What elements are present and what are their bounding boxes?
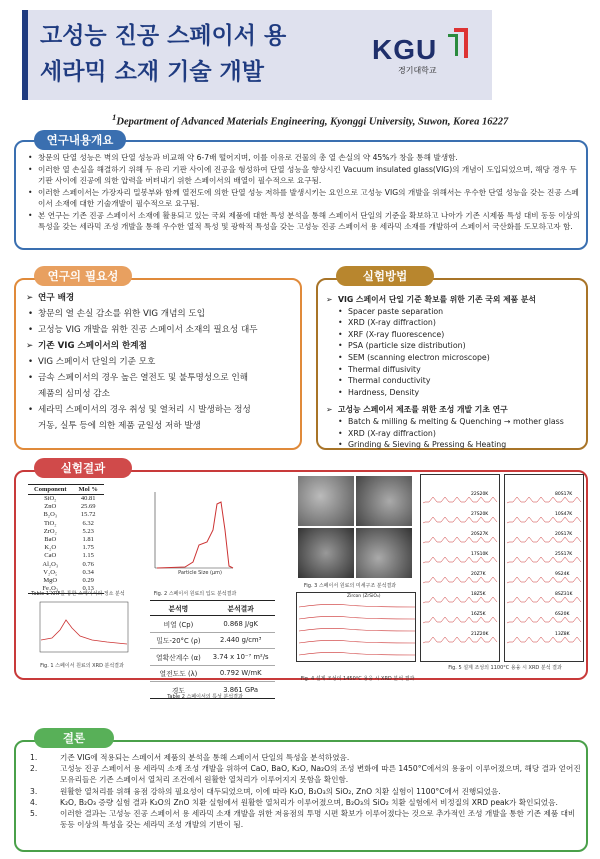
overview-item: • 이러한 열 손실을 해결하기 위해 두 유리 기판 사이에 진공을 형성하여 단열 성능을 향상시킨 Vacuum insulated glass(VIG)의 개념이 도입되었으며, 해당 경우 두 기판 사이에 진공에 의한 압력을 버텨내기 위한 스페이서의 배열이 필수적으로 요구됨. <box>26 164 581 187</box>
psa-xlabel: Particle Size (μm) <box>178 570 222 576</box>
fig4-xrd-chart <box>296 592 416 662</box>
table1-caption: Table 1 XRF를 통한 스페이서의 정소 분석 <box>31 591 125 597</box>
fig4-caption: Fig. 4 설계 조성의 1450°C 용융 시 XRD 분석 결과 <box>300 676 415 682</box>
fig1-xrd-chart <box>32 600 130 660</box>
comp-cell: TiO₂ <box>44 519 57 527</box>
prop-header: 분석명 <box>150 601 207 616</box>
fig4-curve-3c <box>299 628 415 631</box>
sem-image-4 <box>356 528 412 578</box>
fig5-curve <box>423 597 497 603</box>
fig4-curve-1c <box>299 652 415 655</box>
comp-body <box>28 495 104 594</box>
comp-cell: Fe₂O₃ <box>28 585 73 594</box>
comp-row <box>28 536 104 544</box>
comp-cell: 1.75 <box>82 544 94 552</box>
fig5-curve-label: 9S24K <box>555 572 570 577</box>
overview-list <box>26 152 581 233</box>
comp-row <box>28 544 104 552</box>
fig2-psa-chart <box>145 490 235 578</box>
method-content <box>326 292 584 451</box>
fig5-left-chart <box>420 474 500 662</box>
fig1-caption: Fig. 1 스페이서 원료의 XRD 분석결과 <box>40 663 124 669</box>
necessity-bullet: • 세라믹 스페이서의 경우 취성 및 열처리 시 발생하는 정성 <box>26 402 298 418</box>
conclusion-item <box>20 797 582 808</box>
fig4-curve-4c <box>299 616 415 619</box>
title-line-1: 고성능 진공 스페이서 용 <box>40 23 287 49</box>
necessity-bullet-cont: 거동, 실투 등에 의한 제품 균일성 저하 발생 <box>38 421 201 431</box>
fig5-curve-label: 13Z8K <box>555 632 570 637</box>
comp-cell: 25.69 <box>80 503 96 511</box>
fig5-caption: Fig. 5 설계 조성의 1100°C 용융 시 XRD 분석 결과 <box>448 665 562 671</box>
fig5-curve-label: 80S17K <box>555 492 573 497</box>
comp-cell: ZnO <box>44 503 57 511</box>
comp-cell: 0.29 <box>82 577 94 585</box>
composition-table <box>28 484 104 594</box>
logo-text: KGU <box>372 34 438 65</box>
comp-row <box>28 528 104 536</box>
psa-curve <box>157 502 233 568</box>
necessity-bullet: • VIG 스페이서 단일의 기준 모호 <box>26 354 298 370</box>
fig5-curve <box>507 597 581 603</box>
prop-cell: 0.792 W/mK <box>207 665 275 682</box>
fig5-curve <box>423 537 497 543</box>
poster-title <box>40 18 286 90</box>
comp-header: Mol % <box>73 485 104 495</box>
method-item: • Thermal conductivity <box>326 375 584 387</box>
conclusion-number: 4. <box>30 797 38 807</box>
affiliation <box>112 112 508 128</box>
fig5-curve-label: 27S20K <box>471 512 489 517</box>
fig5-left-svg <box>421 475 499 661</box>
conclusion-text: K₂O, B₂O₃ 증량 실험 결과 K₂O의 ZnO 치환 실험에서 원활한 열처리가 이루어졌으며, B₂O₃의 SiO₂ 치환 실험에서 비정질의 XRD peak가 확인되었음. <box>60 797 558 807</box>
fig4-curves <box>299 604 415 655</box>
fig1-frame <box>40 602 128 652</box>
comp-row <box>28 520 104 528</box>
fig5-curve <box>507 497 581 503</box>
fig5-curve-label: 8SZ31K <box>555 592 573 597</box>
fig5-curve <box>507 617 581 623</box>
fig4-curve-5c <box>299 604 415 607</box>
method-item: • Spacer paste separation <box>326 306 584 318</box>
conclusion-text: 이러한 결과는 고성능 진공 스페이서 용 세라믹 소재 개발을 위한 저융점의 투명 시편 확보가 이루어졌다는 것으로 추가적인 조성 개발을 통한 기존 제품 대비 동등 이상의 특성을 갖는 세라믹 조성 개발의 기반이 됨. <box>60 809 576 830</box>
logo-red-mark <box>454 28 468 58</box>
method-item: • Hardness, Density <box>326 387 584 399</box>
comp-row <box>28 511 104 519</box>
comp-cell: 5.23 <box>82 527 94 535</box>
fig5-curve <box>423 497 497 503</box>
fig3-caption: Fig. 3 스페이서 원료의 미세구조 분석결과 <box>303 583 397 589</box>
fig5-curve-label: 6S20K <box>555 612 570 617</box>
fig5-curve <box>423 577 497 583</box>
comp-cell: 6.32 <box>82 519 94 527</box>
comp-cell: Al₂O₃ <box>42 560 59 568</box>
prop-cell: 3.74 x 10⁻⁷ m²/s <box>207 649 275 666</box>
conclusion-item <box>20 808 582 830</box>
fig5-right-svg <box>505 475 583 661</box>
comp-row <box>28 495 104 504</box>
fig4-legend: Zircon (ZrSiO₄) <box>347 594 381 599</box>
comp-cell: 1.81 <box>82 536 94 544</box>
affiliation-sup: 1 <box>112 112 117 122</box>
necessity-label: 연구의 필요성 <box>34 266 132 286</box>
sem-image-3 <box>298 528 354 578</box>
conclusion-list <box>20 752 582 830</box>
method-label: 실험방법 <box>336 266 434 286</box>
psa-svg <box>145 490 235 578</box>
fig5-curve-label: 17S10K <box>471 552 489 557</box>
comp-row <box>28 552 104 560</box>
conclusion-number: 5. <box>30 809 38 819</box>
fig5-curve <box>423 637 497 643</box>
comp-cell: 1.15 <box>82 552 94 560</box>
overview-item: • 이러한 스페이서는 가장자리 밀봉부와 함께 열전도에 의한 단열 성능 저하를 발생시키는 요인으로 고성능 VIG의 개발을 위해서는 우수한 단열 성능을 갖는 진공 스페이서 소재에 대한 기술개발이 필수적으로 요구됨. <box>26 187 581 210</box>
comp-cell: 40.81 <box>80 495 96 502</box>
logo-subtext: 경기대학교 <box>398 66 437 75</box>
prop-cell: 열전도도 (λ) <box>150 665 207 682</box>
comp-row <box>28 577 104 585</box>
method-item: • Thermal diffusivity <box>326 364 584 376</box>
conclusion-number: 2. <box>30 764 38 774</box>
fig5-curve-label: 16Z5K <box>471 612 486 617</box>
fig5-curve-label: 22S20K <box>471 492 489 497</box>
prop-row <box>150 665 275 682</box>
conclusion-item <box>20 752 582 763</box>
conclusion-label: 결론 <box>34 728 114 748</box>
fig5-right-chart <box>504 474 584 662</box>
method-item: • Batch & milling & melting & Quenching → mother glass <box>326 416 584 428</box>
sem-image-1 <box>298 476 354 526</box>
comp-cell: B₂O₃ <box>43 511 58 519</box>
comp-cell: ZrO₂ <box>43 527 57 535</box>
comp-cell: 0.13 <box>73 585 104 594</box>
conclusion-number: 1. <box>30 753 38 762</box>
fig5-curve <box>507 637 581 643</box>
title-line-2: 세라믹 소재 기술 개발 <box>40 59 264 85</box>
fig4-curve-2c <box>299 640 415 643</box>
necessity-heading: ➢ 연구 배경 <box>26 290 298 306</box>
prop-body <box>150 616 275 699</box>
method-heading: ➢ 고성능 스페이서 제조를 위한 조성 개발 기초 연구 <box>326 404 584 416</box>
sem-image-2 <box>356 476 412 526</box>
property-table <box>150 600 275 699</box>
comp-cell: K₂O <box>44 544 57 552</box>
fig5-curve <box>423 617 497 623</box>
method-item: • XRD (X-ray diffraction) <box>326 317 584 329</box>
prop-cell: 비열 (Cp) <box>150 616 207 633</box>
conclusion-text: 기존 VIG에 적용되는 스페이서 제품의 분석을 통해 스페이서 단일의 특성을 분석하였음. <box>60 753 350 762</box>
comp-cell: BaO <box>44 536 57 544</box>
method-item: • XRF (X-ray fluorescence) <box>326 329 584 341</box>
comp-cell: MgO <box>43 577 58 585</box>
prop-row <box>150 649 275 666</box>
comp-row <box>28 503 104 511</box>
fig5-curve-label: 18Z5K <box>471 592 486 597</box>
conclusion-number: 3. <box>30 786 38 796</box>
overview-label: 연구내용개요 <box>34 130 126 150</box>
necessity-content <box>26 290 298 434</box>
fig5-curve <box>507 517 581 523</box>
prop-header: 분석결과 <box>207 601 275 616</box>
fig2-caption: Fig. 2 스페이서 원료의 입도 분석결과 <box>153 591 237 597</box>
necessity-bullet: • 창문의 열 손실 감소를 위한 VIG 개념의 도입 <box>26 306 298 322</box>
prop-row <box>150 632 275 649</box>
method-item: • XRD (X-ray diffraction) <box>326 428 584 440</box>
fig5-curve-label: 21Z20K <box>471 632 489 637</box>
comp-cell: SiO₂ <box>44 495 57 502</box>
fig5-curve <box>507 557 581 563</box>
prop-cell: 0.868 J/gK <box>207 616 275 633</box>
fig5-curve-label: 20S17K <box>555 532 573 537</box>
necessity-bullet: • 고성능 VIG 개발을 위한 진공 스페이서 소재의 필요성 대두 <box>26 322 298 338</box>
prop-row <box>150 616 275 633</box>
fig5-curve-label: 20S27K <box>471 532 489 537</box>
comp-cell: V₂O₅ <box>43 568 58 576</box>
comp-cell: 15.72 <box>80 511 96 519</box>
comp-cell: CaO <box>44 552 57 560</box>
method-item: • Grinding & Sieving & Pressing & Heating <box>326 439 584 451</box>
conclusion-item <box>20 786 582 797</box>
comp-cell: 0.34 <box>82 568 94 576</box>
prop-cell: 3.861 GPa <box>207 682 275 699</box>
necessity-bullet: • 금속 스페이서의 경우 높은 열전도 및 불투명성으로 인해 <box>26 370 298 386</box>
conclusion-item <box>20 763 582 785</box>
prop-cell: 열확산계수 (α) <box>150 649 207 666</box>
affiliation-text: Department of Advanced Materials Engineering, Kyonggi University, Suwon, Korea 16227 <box>116 116 509 128</box>
comp-cell: 0.76 <box>82 560 94 568</box>
prop-cell: 밀도-20°C (ρ) <box>150 632 207 649</box>
fig1-svg <box>32 600 130 660</box>
overview-item: • 창문의 단열 성능은 벽의 단열 성능과 비교해 약 6-7배 떨어지며, 이를 이유로 건물의 총 열 손실의 약 45%가 창을 통해 발생함. <box>26 152 581 164</box>
fig5-curve <box>423 557 497 563</box>
necessity-heading: ➢ 기존 VIG 스페이서의 한계점 <box>26 338 298 354</box>
results-label: 실험결과 <box>34 458 132 478</box>
conclusion-text: 고성능 진공 스페이서 용 세라믹 소재 조성 개발을 위하여 CaO, BaO, K₂O, Na₂O의 조성 변화에 따른 1450°C에서의 용융이 이루어졌으며, 해당 결과 얻어진 모유리들은 기존 스페이서 열처리 조건에서 원활한 열처리가 이루어지지 못함을 확인함. <box>60 764 581 785</box>
comp-row <box>28 561 104 569</box>
fig5-curve <box>423 517 497 523</box>
fig4-svg <box>297 593 415 661</box>
prop-cell: 2.440 g/cm³ <box>207 632 275 649</box>
table2-caption: Table 2 스페이서의 특성 분석결과 <box>167 694 243 700</box>
method-heading: ➢ VIG 스페이서 단일 기준 확보를 위한 기존 국외 제품 분석 <box>326 294 584 306</box>
fig5-curve-label: 25S17K <box>555 552 573 557</box>
fig5-curve-label: 10S47K <box>555 512 573 517</box>
fig1-curve <box>41 620 127 644</box>
method-item: • SEM (scanning electron microscope) <box>326 352 584 364</box>
fig5-curve <box>507 537 581 543</box>
fig5-curve-label: 20Z7K <box>471 572 486 577</box>
necessity-bullet-cont: 제품의 심미성 감소 <box>38 389 110 399</box>
comp-row <box>28 569 104 577</box>
comp-header: Component <box>28 485 73 495</box>
prop-cell: 경도 <box>150 682 207 699</box>
conclusion-text: 원활한 열처리를 위해 융점 강하의 필요성이 대두되었으며, 이에 따라 K₂O, B₂O₃의 SiO₂, ZnO 치환 실험이 1100°C에서 진행되었음. <box>60 786 501 796</box>
fig5-curve <box>507 577 581 583</box>
method-item: • PSA (particle size distribution) <box>326 340 584 352</box>
kgu-logo <box>372 34 472 78</box>
overview-item: • 본 연구는 기존 진공 스페이서 소재에 활용되고 있는 국외 제품에 대한 특성 분석을 통해 스페이서 단일의 기준을 확보하고 나아가 기존 시제품 특성 대비 동등 이상의 특성을 갖는 세라믹 조성 개발을 통해 우수한 열적 특성 및 광학적 특성을 갖는 고성능 진공 스페이서 용 세라믹 소재를 개발하여 스페이서 국산화를 도모하고자 함. <box>26 210 581 233</box>
